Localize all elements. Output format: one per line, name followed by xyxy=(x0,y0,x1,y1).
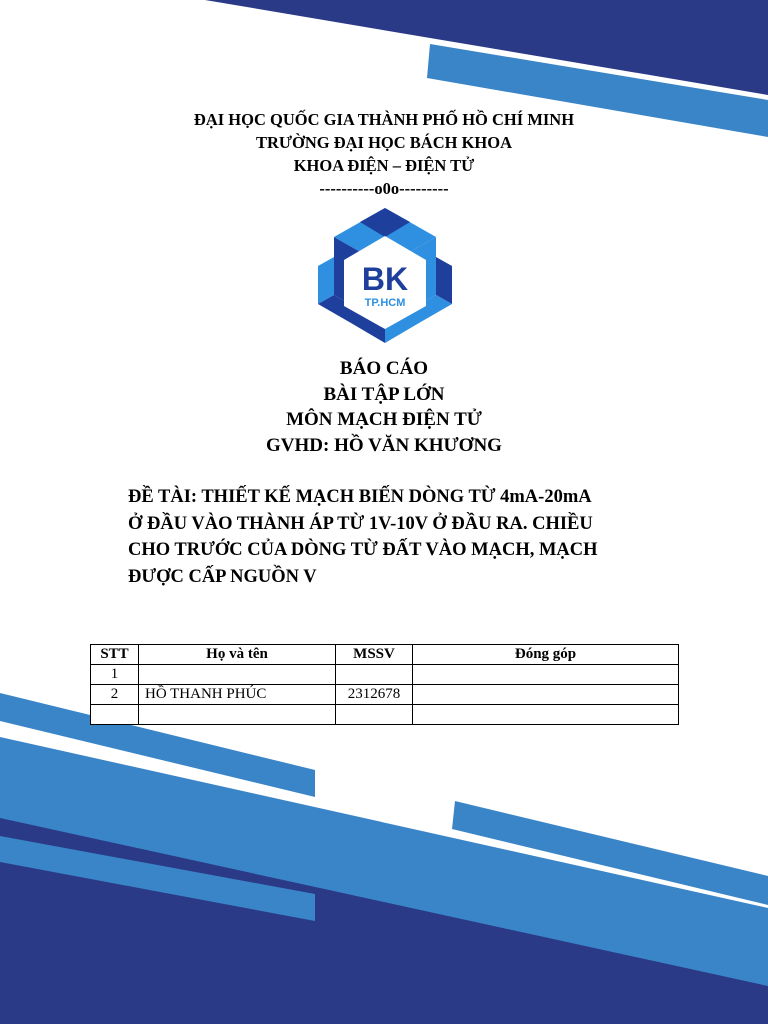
header-line-3: KHOA ĐIỆN – ĐIỆN TỬ xyxy=(293,156,475,175)
title-line-3: MÔN MẠCH ĐIỆN TỬ xyxy=(286,409,482,430)
table-header-row xyxy=(91,645,679,665)
cell-mssv xyxy=(336,705,413,725)
cell-contribution xyxy=(413,665,679,685)
topic-line-1: ĐỀ TÀI: THIẾT KẾ MẠCH BIẾN DÒNG TỪ 4mA-20mA xyxy=(128,487,592,507)
report-title xyxy=(0,356,768,458)
header-line-2: TRƯỜNG ĐẠI HỌC BÁCH KHOA xyxy=(255,133,513,152)
header-contribution: Đóng góp xyxy=(413,645,679,665)
title-line-1: BÁO CÁO xyxy=(339,358,429,379)
table-row xyxy=(91,705,679,725)
logo-sub-text: TP.HCM xyxy=(364,297,406,309)
logo-main-text: BK xyxy=(361,261,409,297)
university-header xyxy=(0,108,768,200)
cell-mssv xyxy=(336,665,413,685)
cell-name: HỒ THANH PHÚC xyxy=(139,685,336,705)
table-row xyxy=(91,685,679,705)
cell-mssv: 2312678 xyxy=(336,685,413,705)
cell-stt xyxy=(91,705,139,725)
cell-stt: 2 xyxy=(91,685,139,705)
cell-name xyxy=(139,665,336,685)
members-table xyxy=(90,644,679,725)
title-line-2: BÀI TẬP LỚN xyxy=(323,383,445,405)
cell-contribution xyxy=(413,685,679,705)
header-separator: ----------o0o--------- xyxy=(319,179,449,198)
header-line-1: ĐẠI HỌC QUỐC GIA THÀNH PHỐ HỒ CHÍ MINH xyxy=(193,110,575,129)
table-row xyxy=(91,665,679,685)
bk-logo xyxy=(316,206,454,352)
topic-line-4: ĐƯỢC CẤP NGUỒN V xyxy=(128,566,317,587)
cell-stt: 1 xyxy=(91,665,139,685)
header-mssv: MSSV xyxy=(336,645,413,665)
topic-line-3: CHO TRƯỚC CỦA DÒNG TỪ ĐẤT VÀO MẠCH, MẠCH xyxy=(128,540,598,560)
topic-line-2: Ở ĐẦU VÀO THÀNH ÁP TỪ 1V-10V Ở ĐẦU RA. CHIỀU xyxy=(128,513,593,534)
topic-description xyxy=(128,484,688,590)
cell-contribution xyxy=(413,705,679,725)
header-name: Họ và tên xyxy=(139,645,336,665)
cell-name xyxy=(139,705,336,725)
title-line-4: GVHD: HỒ VĂN KHƯƠNG xyxy=(266,434,502,456)
header-stt: STT xyxy=(91,645,139,665)
